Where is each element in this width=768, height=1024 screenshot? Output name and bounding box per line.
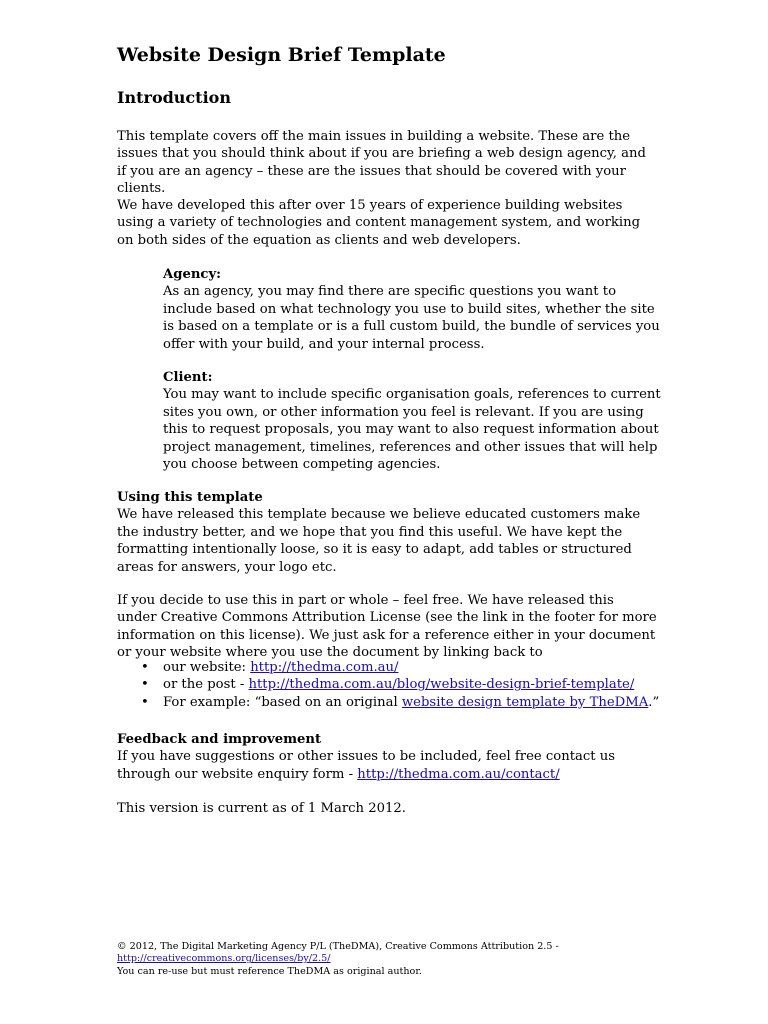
- intro-paragraph-1: This template covers off the main issues in building a website. These are the issues that you should think about if you are briefing a web design agency, and if you are an agency – these are the issues that should be covered with your clients.: [117, 129, 646, 197]
- using-template-paragraph-1: We have released this template because we believe educated customers make the industry better, and we hope that you find this useful. We have kept the formatting intentionally loose, so it is easy to adapt, add tables or structured areas for answers, your logo etc.: [117, 507, 641, 575]
- document-title: Website Design Brief Template: [117, 44, 446, 66]
- list-item: [117, 694, 677, 711]
- agency-text: As an agency, you may find there are specific questions you want to include based on what technology you use to build sites, whether the site is based on a template or is a full custom build, the bundle of services you offer with your build, and your internal process.: [163, 284, 660, 352]
- contact-link[interactable]: http://thedma.com.au/contact/: [357, 766, 560, 782]
- footer-reuse-note: You can re-use but must reference TheDMA as original author.: [117, 965, 422, 977]
- agency-heading: Agency:: [163, 267, 221, 282]
- list-item: [117, 659, 677, 676]
- using-template-heading: Using this template: [117, 490, 263, 505]
- bullet-prefix: or the post -: [163, 677, 249, 693]
- bullet-prefix: For example: “based on an original: [163, 694, 402, 710]
- footer-copyright: © 2012, The Digital Marketing Agency P/L (TheDMA), Creative Commons Attribution 2.5 -: [117, 941, 559, 952]
- using-template-paragraph-2: If you decide to use this in part or whole – feel free. We have released this under Creative Commons Attribution License (see the link in the footer for more information on this license). We just ask for a reference either in your document or your website where you use the document by linking back to: [117, 593, 657, 661]
- bullet-prefix: our website:: [163, 660, 251, 675]
- client-section: [163, 369, 663, 473]
- feedback-heading: Feedback and improvement: [117, 732, 322, 747]
- bullet-suffix: .”: [648, 694, 660, 710]
- creative-commons-link[interactable]: http://creativecommons.org/licenses/by/2.5/: [117, 953, 331, 965]
- using-template-section: [117, 489, 657, 576]
- client-heading: Client:: [163, 370, 213, 385]
- introduction-heading: Introduction: [117, 88, 231, 107]
- feedback-text: If you have suggestions or other issues to be included, feel free contact us through our website enquiry form -: [117, 749, 616, 782]
- page-footer: [117, 941, 677, 978]
- template-attribution-link[interactable]: website design template by TheDMA: [401, 694, 649, 710]
- reference-link-list: [117, 659, 677, 711]
- list-item: [117, 676, 677, 693]
- version-note: This version is current as of 1 March 2012.: [117, 801, 406, 816]
- feedback-section: [117, 731, 657, 783]
- blog-post-link[interactable]: http://thedma.com.au/blog/website-design-brief-template/: [248, 677, 635, 693]
- client-text: You may want to include specific organisation goals, references to current sites you own, or other information you feel is relevant. If you are using this to request proposals, you may want to also request information about project management, timelines, references and other issues that will help you choose between competing agencies.: [163, 387, 661, 473]
- agency-section: [163, 266, 663, 353]
- intro-paragraph-2: We have developed this after over 15 years of experience building websites using a variety of technologies and content management system, and working on both sides of the equation as clients and web developers.: [117, 198, 641, 248]
- website-link[interactable]: http://thedma.com.au/: [250, 660, 399, 675]
